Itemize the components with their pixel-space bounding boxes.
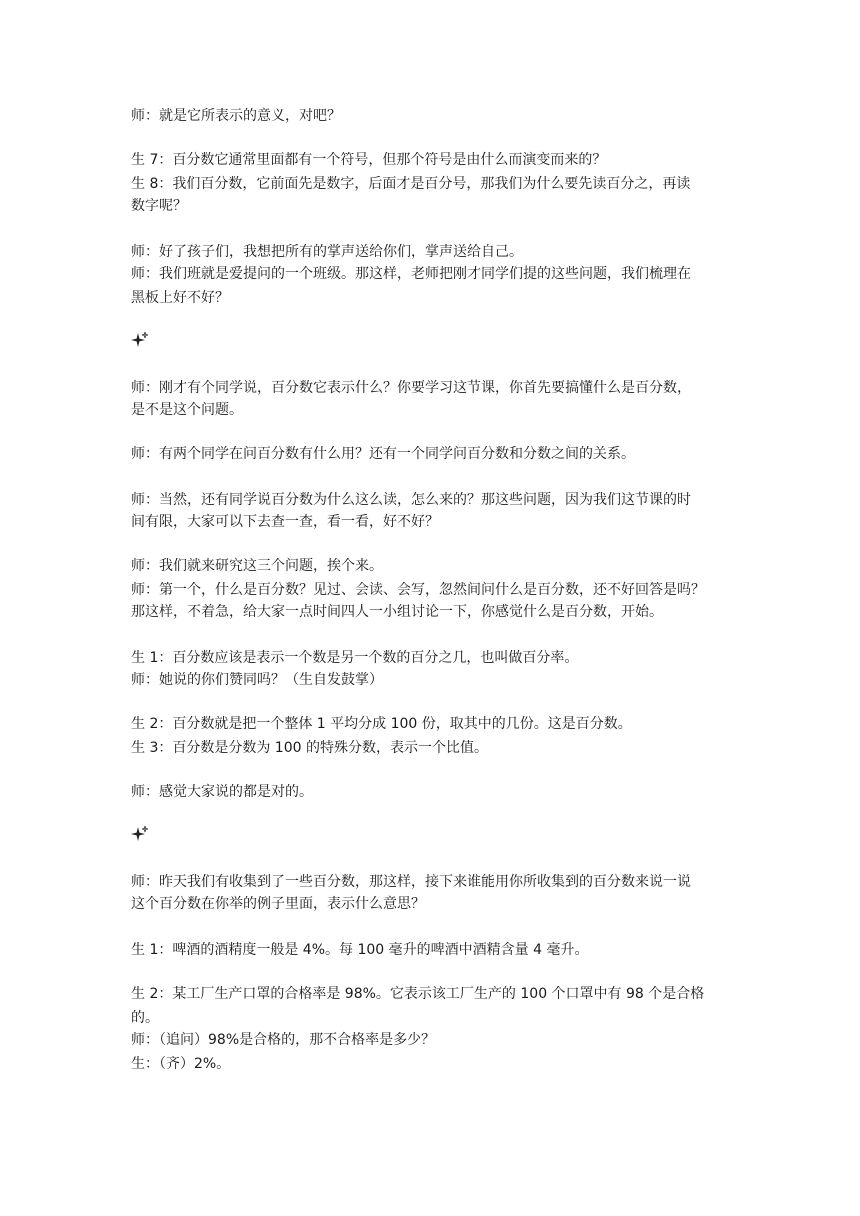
- sparkle-icon: [131, 825, 149, 843]
- paragraph-line: 生 2：某工厂生产口罩的合格率是 98%。它表示该工厂生产的 100 个口罩中有 98 个是合格: [131, 986, 705, 1002]
- sparkle-icon: [131, 331, 149, 349]
- paragraph-line: 生 1：啤酒的酒精度一般是 4%。每 100 毫升的啤酒中酒精含量 4 毫升。: [131, 942, 589, 958]
- paragraph-line: 生 7：百分数它通常里面都有一个符号，但那个符号是由什么而演变而来的？: [131, 152, 607, 168]
- paragraph-line: 师：有两个同学在问百分数有什么用？还有一个同学问百分数和分数之间的关系。: [131, 446, 635, 462]
- paragraph-line: 生 8：我们百分数，它前面先是数字，后面才是百分号，那我们为什么要先读百分之，再读: [131, 176, 691, 192]
- paragraph-line: 师：昨天我们有收集到了一些百分数，那这样，接下来谁能用你所收集到的百分数来说一说: [131, 874, 691, 890]
- paragraph-line: 师：刚才有个同学说，百分数它表示什么？你要学习这节课，你首先要搞懂什么是百分数，: [131, 380, 691, 396]
- paragraph-line: 师：第一个，什么是百分数？见过、会读、会写，忽然间问什么是百分数，还不好回答是吗？: [131, 582, 705, 598]
- paragraph-line: 师：我们就来研究这三个问题，挨个来。: [131, 558, 383, 574]
- paragraph-line: 生 3：百分数是分数为 100 的特殊分数，表示一个比值。: [131, 740, 488, 756]
- paragraph-line: 数字呢？: [131, 198, 187, 214]
- paragraph-line: 师：感觉大家说的都是对的。: [131, 784, 313, 800]
- paragraph-line: 生 1：百分数应该是表示一个数是另一个数的百分之几，也叫做百分率。: [131, 650, 579, 666]
- paragraph-line: 师：（追问）98%是合格的，那不合格率是多少？: [131, 1032, 436, 1048]
- paragraph-line: 那这样，不着急，给大家一点时间四人一小组讨论一下，你感觉什么是百分数，开始。: [131, 604, 663, 620]
- paragraph-line: 生：（齐）2%。: [131, 1056, 231, 1072]
- paragraph-line: 师：我们班就是爱提问的一个班级。那这样，老师把刚才同学们提的这些问题，我们梳理在: [131, 266, 691, 282]
- paragraph-line: 师：她说的你们赞同吗？（生自发鼓掌）: [131, 672, 383, 688]
- paragraph-line: 是不是这个问题。: [131, 402, 243, 418]
- paragraph-line: 师：就是它所表示的意义，对吧？: [131, 108, 341, 124]
- paragraph-line: 的。: [131, 1010, 159, 1026]
- paragraph-line: 这个百分数在你举的例子里面，表示什么意思？: [131, 896, 425, 912]
- paragraph-line: 间有限，大家可以下去查一查，看一看，好不好？: [131, 514, 439, 530]
- paragraph-line: 师：好了孩子们，我想把所有的掌声送给你们，掌声送给自己。: [131, 244, 523, 260]
- paragraph-line: 生 2：百分数就是把一个整体 1 平均分成 100 份，取其中的几份。这是百分数。: [131, 716, 632, 732]
- paragraph-line: 师：当然，还有同学说百分数为什么这么读，怎么来的？那这些问题，因为我们这节课的时: [131, 492, 691, 508]
- paragraph-line: 黑板上好不好？: [131, 290, 229, 306]
